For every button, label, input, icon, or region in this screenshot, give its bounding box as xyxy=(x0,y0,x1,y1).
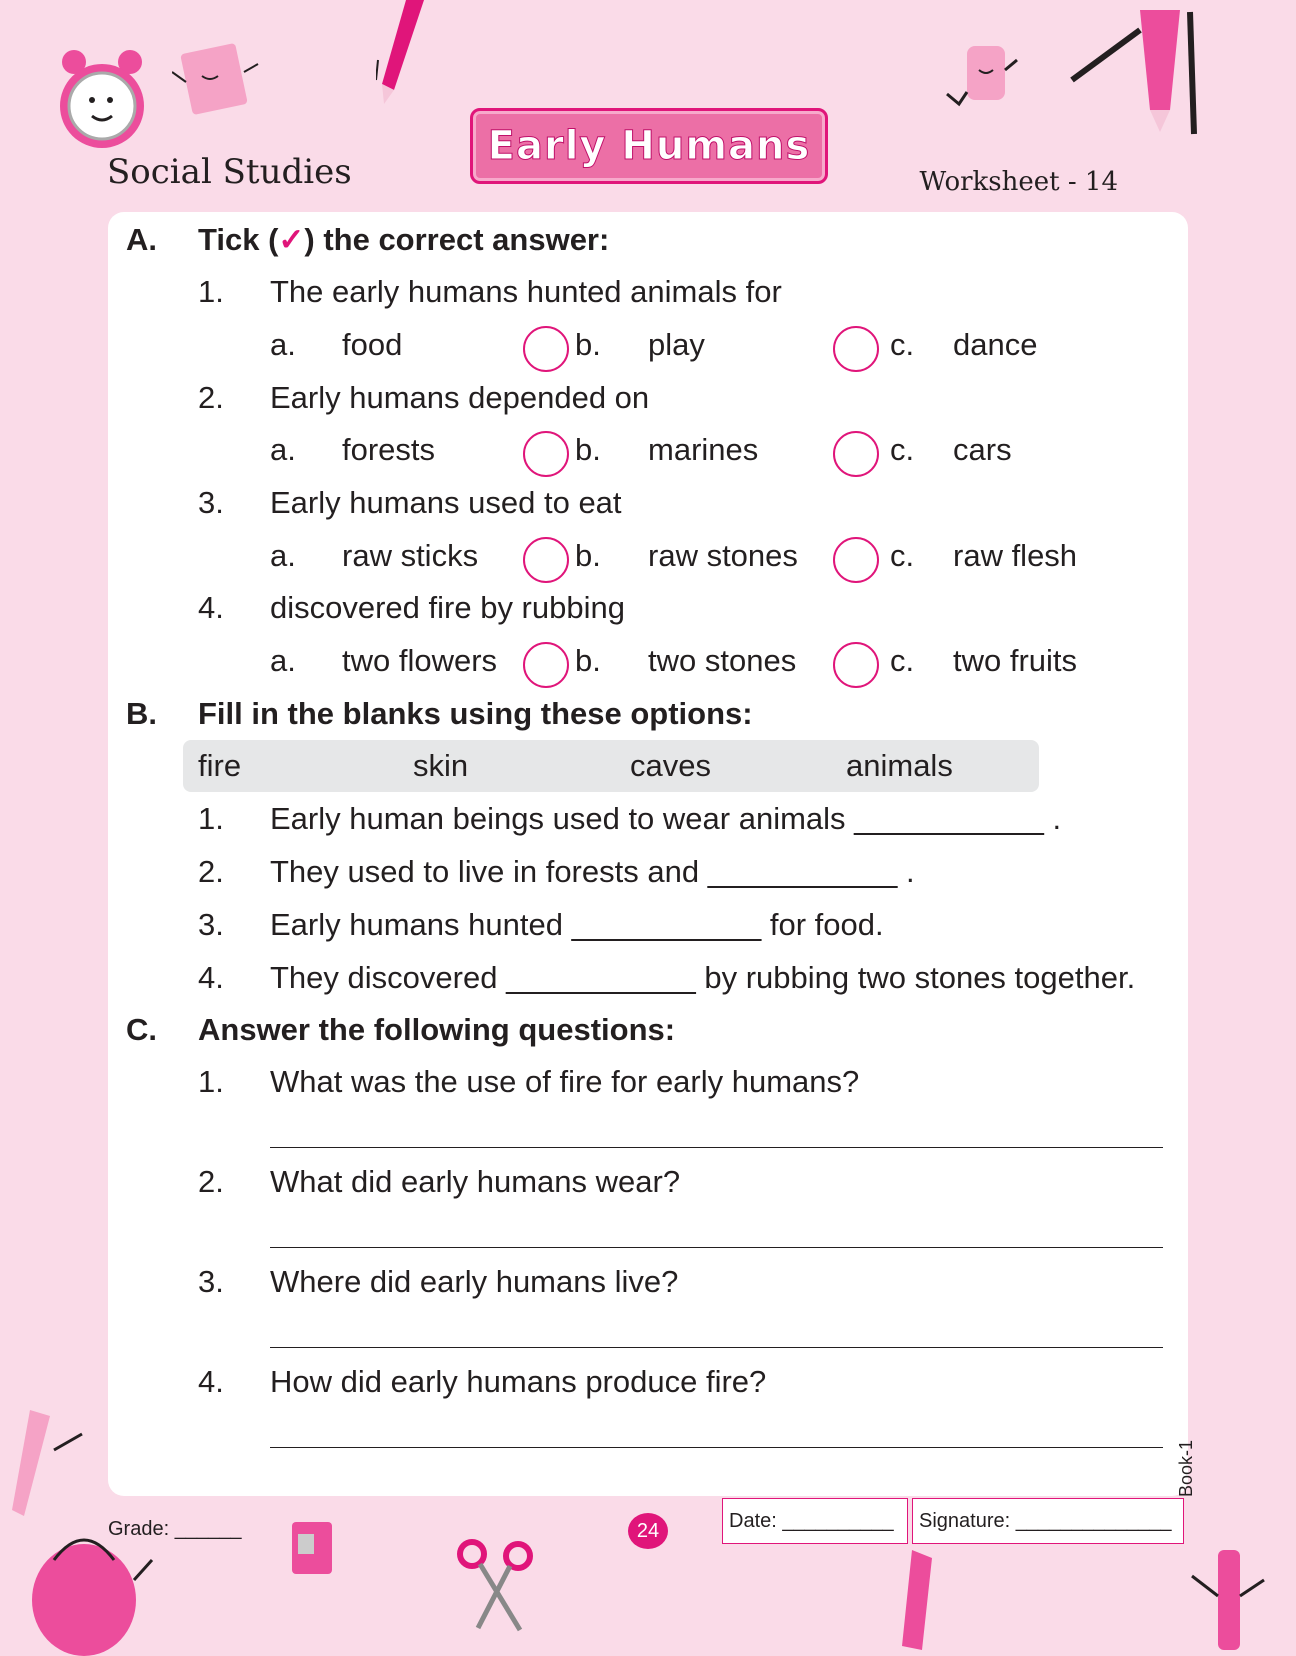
instruction-pre: Tick ( xyxy=(198,222,279,257)
question-number: 2. xyxy=(198,1164,224,1199)
answer-circle[interactable] xyxy=(833,431,879,477)
option-text: two stones xyxy=(648,643,797,678)
sentence-pre: They used to live in forests and xyxy=(270,854,700,889)
question-text: discovered fire by rubbing xyxy=(270,590,625,625)
question-number: 1. xyxy=(198,274,224,309)
sentence-pre: Early human beings used to wear animals xyxy=(270,801,846,836)
eraser-illustration xyxy=(945,40,1025,120)
book-label: Book-1 xyxy=(1176,1439,1197,1498)
question-number: 4. xyxy=(198,1364,224,1399)
sentence-pre: Early humans hunted xyxy=(270,907,563,942)
option-letter: b. xyxy=(575,327,601,362)
ruler-illustration xyxy=(10,1410,100,1520)
fill-sentence xyxy=(270,854,915,890)
option-text: play xyxy=(648,327,705,362)
answer-circle[interactable] xyxy=(833,537,879,583)
section-a-instruction xyxy=(198,222,609,258)
option-text: two fruits xyxy=(953,643,1078,678)
question-text: Early humans used to eat xyxy=(270,485,622,520)
answer-circle[interactable] xyxy=(833,642,879,688)
option-letter: a. xyxy=(270,327,296,362)
fill-sentence xyxy=(270,801,1061,837)
option-letter: c. xyxy=(890,538,915,573)
blank[interactable]: ___________ xyxy=(571,907,762,942)
section-b-instruction: Fill in the blanks using these options: xyxy=(198,696,753,731)
pencil-bottom-illustration xyxy=(882,1550,952,1656)
section-b-letter: B. xyxy=(126,696,157,731)
scissors-illustration xyxy=(456,1536,536,1636)
book-label-wrap xyxy=(1178,1428,1214,1508)
pencil-illustration xyxy=(376,0,436,110)
answer-line[interactable] xyxy=(270,1247,1163,1248)
question-text: How did early humans produce fire? xyxy=(270,1364,767,1399)
pen-illustration xyxy=(1188,1540,1268,1656)
option-text: two flowers xyxy=(342,643,498,678)
sentence-post: by rubbing two stones together. xyxy=(704,960,1136,995)
option-letter: a. xyxy=(270,432,296,467)
question-number: 4. xyxy=(198,960,224,995)
alarm-clock-illustration xyxy=(52,44,152,154)
page-number: 24 xyxy=(628,1513,668,1549)
answer-circle[interactable] xyxy=(833,326,879,372)
word-option: skin xyxy=(413,748,469,783)
option-text: marines xyxy=(648,432,759,467)
blank[interactable]: ___________ xyxy=(854,801,1044,836)
question-number: 3. xyxy=(198,485,224,520)
sentence-post: . xyxy=(1052,801,1062,836)
option-letter: b. xyxy=(575,643,601,678)
sentence-post: . xyxy=(905,854,915,889)
title-banner xyxy=(470,108,828,184)
worksheet-number: Worksheet - 14 xyxy=(919,167,1118,197)
question-text: The early humans hunted animals for xyxy=(270,274,782,309)
word-option: caves xyxy=(630,748,711,783)
section-c-instruction: Answer the following questions: xyxy=(198,1012,676,1047)
question-text: What did early humans wear? xyxy=(270,1164,681,1199)
option-text: food xyxy=(342,327,403,362)
option-letter: c. xyxy=(890,643,915,678)
question-number: 2. xyxy=(198,854,224,889)
blank[interactable]: ___________ xyxy=(707,854,898,889)
sentence-post: for food. xyxy=(769,907,884,942)
option-text: raw stones xyxy=(648,538,798,573)
question-number: 1. xyxy=(198,1064,224,1099)
option-letter: c. xyxy=(890,327,915,362)
question-text: Where did early humans live? xyxy=(270,1264,679,1299)
option-text: dance xyxy=(953,327,1038,362)
answer-line[interactable] xyxy=(270,1347,1163,1348)
question-number: 1. xyxy=(198,801,224,836)
word-option: fire xyxy=(198,748,242,783)
option-letter: b. xyxy=(575,538,601,573)
page-title: Early Humans xyxy=(487,123,811,169)
question-text: What was the use of fire for early humans? xyxy=(270,1064,860,1099)
fill-sentence xyxy=(270,907,884,943)
sentence-pre: They discovered xyxy=(270,960,498,995)
question-number: 4. xyxy=(198,590,224,625)
signature-field[interactable]: Signature: ______________ xyxy=(912,1498,1184,1544)
subject-label: Social Studies xyxy=(107,152,352,192)
instruction-post: ) the correct answer: xyxy=(304,222,610,257)
section-a-letter: A. xyxy=(126,222,157,257)
option-letter: b. xyxy=(575,432,601,467)
question-number: 2. xyxy=(198,380,224,415)
answer-circle[interactable] xyxy=(523,642,569,688)
answer-circle[interactable] xyxy=(523,326,569,372)
question-number: 3. xyxy=(198,907,224,942)
option-letter: a. xyxy=(270,538,296,573)
option-text: cars xyxy=(953,432,1012,467)
notepad-illustration xyxy=(172,42,262,122)
option-text: raw sticks xyxy=(342,538,479,573)
word-option: animals xyxy=(846,748,953,783)
option-text: raw flesh xyxy=(953,538,1078,573)
option-text: forests xyxy=(342,432,436,467)
fill-sentence xyxy=(270,960,1135,996)
answer-circle[interactable] xyxy=(523,431,569,477)
grade-label[interactable]: Grade: ______ xyxy=(108,1518,242,1540)
answer-line[interactable] xyxy=(270,1147,1163,1148)
section-c-letter: C. xyxy=(126,1012,157,1047)
blank[interactable]: ___________ xyxy=(506,960,696,995)
answer-circle[interactable] xyxy=(523,537,569,583)
pencil-character-illustration xyxy=(1070,0,1210,140)
tick-icon: ✓ xyxy=(278,222,305,257)
question-text: Early humans depended on xyxy=(270,380,650,415)
answer-line[interactable] xyxy=(270,1447,1163,1448)
sharpener-illustration xyxy=(282,1516,342,1586)
date-field[interactable]: Date: __________ xyxy=(722,1498,908,1544)
option-letter: c. xyxy=(890,432,915,467)
question-number: 3. xyxy=(198,1264,224,1299)
option-letter: a. xyxy=(270,643,296,678)
